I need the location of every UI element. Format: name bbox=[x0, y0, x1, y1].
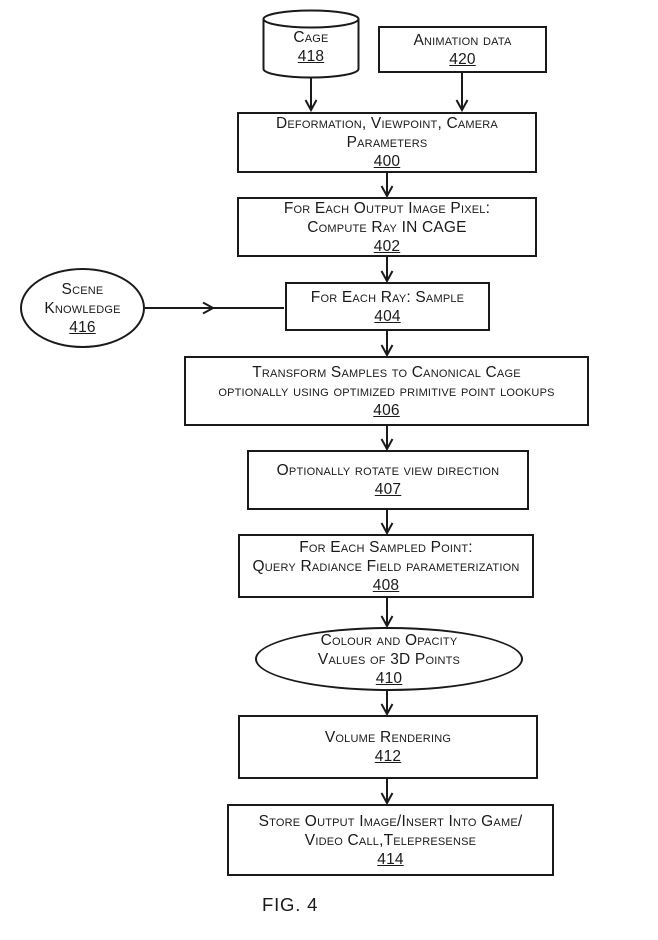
node-ref: 408 bbox=[372, 576, 400, 594]
node-label: Query Radiance Field parameterization bbox=[252, 557, 520, 575]
node-deformation-params-400 bbox=[237, 112, 537, 173]
node-ref: 402 bbox=[373, 237, 401, 255]
node-label: Transform Samples to Canonical Cage bbox=[252, 363, 521, 381]
node-label: Animation data bbox=[413, 31, 512, 49]
node-label: Optionally rotate view direction bbox=[276, 462, 500, 479]
node-label: Video Call,Telepresense bbox=[304, 831, 477, 849]
node-colour-opacity-410 bbox=[255, 627, 523, 691]
node-scene-knowledge-416 bbox=[20, 268, 145, 348]
node-transform-samples-406 bbox=[184, 356, 589, 426]
node-label: optionally using optimized primitive point lookups bbox=[218, 382, 555, 400]
figure-caption: FIG. 4 bbox=[262, 894, 319, 915]
node-label: For Each Sampled Point: bbox=[299, 538, 473, 556]
node-ref: 418 bbox=[297, 48, 325, 65]
node-label: Colour and Opacity bbox=[320, 631, 458, 649]
node-label: Cage bbox=[293, 29, 329, 46]
node-ref: 400 bbox=[373, 153, 401, 170]
node-query-radiance-408 bbox=[238, 534, 534, 598]
node-label: Values of 3D Points bbox=[317, 650, 461, 668]
node-label: Volume Rendering bbox=[324, 729, 452, 746]
node-ref: 416 bbox=[69, 318, 96, 336]
node-label: Parameters bbox=[346, 134, 428, 151]
node-ref: 406 bbox=[373, 401, 400, 419]
node-ref: 412 bbox=[374, 748, 402, 765]
node-ref: 404 bbox=[374, 307, 401, 325]
node-rotate-view-407 bbox=[247, 450, 529, 510]
node-ref: 414 bbox=[377, 850, 404, 868]
node-cage-418 bbox=[263, 18, 359, 76]
node-store-output-414 bbox=[227, 804, 554, 876]
node-animation-data-420 bbox=[378, 26, 547, 73]
node-ref: 420 bbox=[449, 50, 476, 68]
node-label: Compute Ray IN CAGE bbox=[307, 218, 467, 236]
node-compute-ray-402 bbox=[237, 197, 537, 257]
node-label: Store Output Image/Insert Into Game/ bbox=[258, 812, 523, 830]
node-label: Deformation, Viewpoint, Camera bbox=[276, 115, 498, 132]
node-label: For Each Ray: Sample bbox=[310, 288, 465, 306]
node-ray-sample-404 bbox=[285, 282, 490, 331]
node-ref: 410 bbox=[375, 669, 403, 687]
node-label: Knowledge bbox=[44, 299, 121, 317]
node-label: For Each Output Image Pixel: bbox=[283, 199, 491, 217]
node-volume-rendering-412 bbox=[238, 715, 538, 779]
node-label: Scene bbox=[61, 280, 104, 298]
node-ref: 407 bbox=[374, 481, 402, 498]
